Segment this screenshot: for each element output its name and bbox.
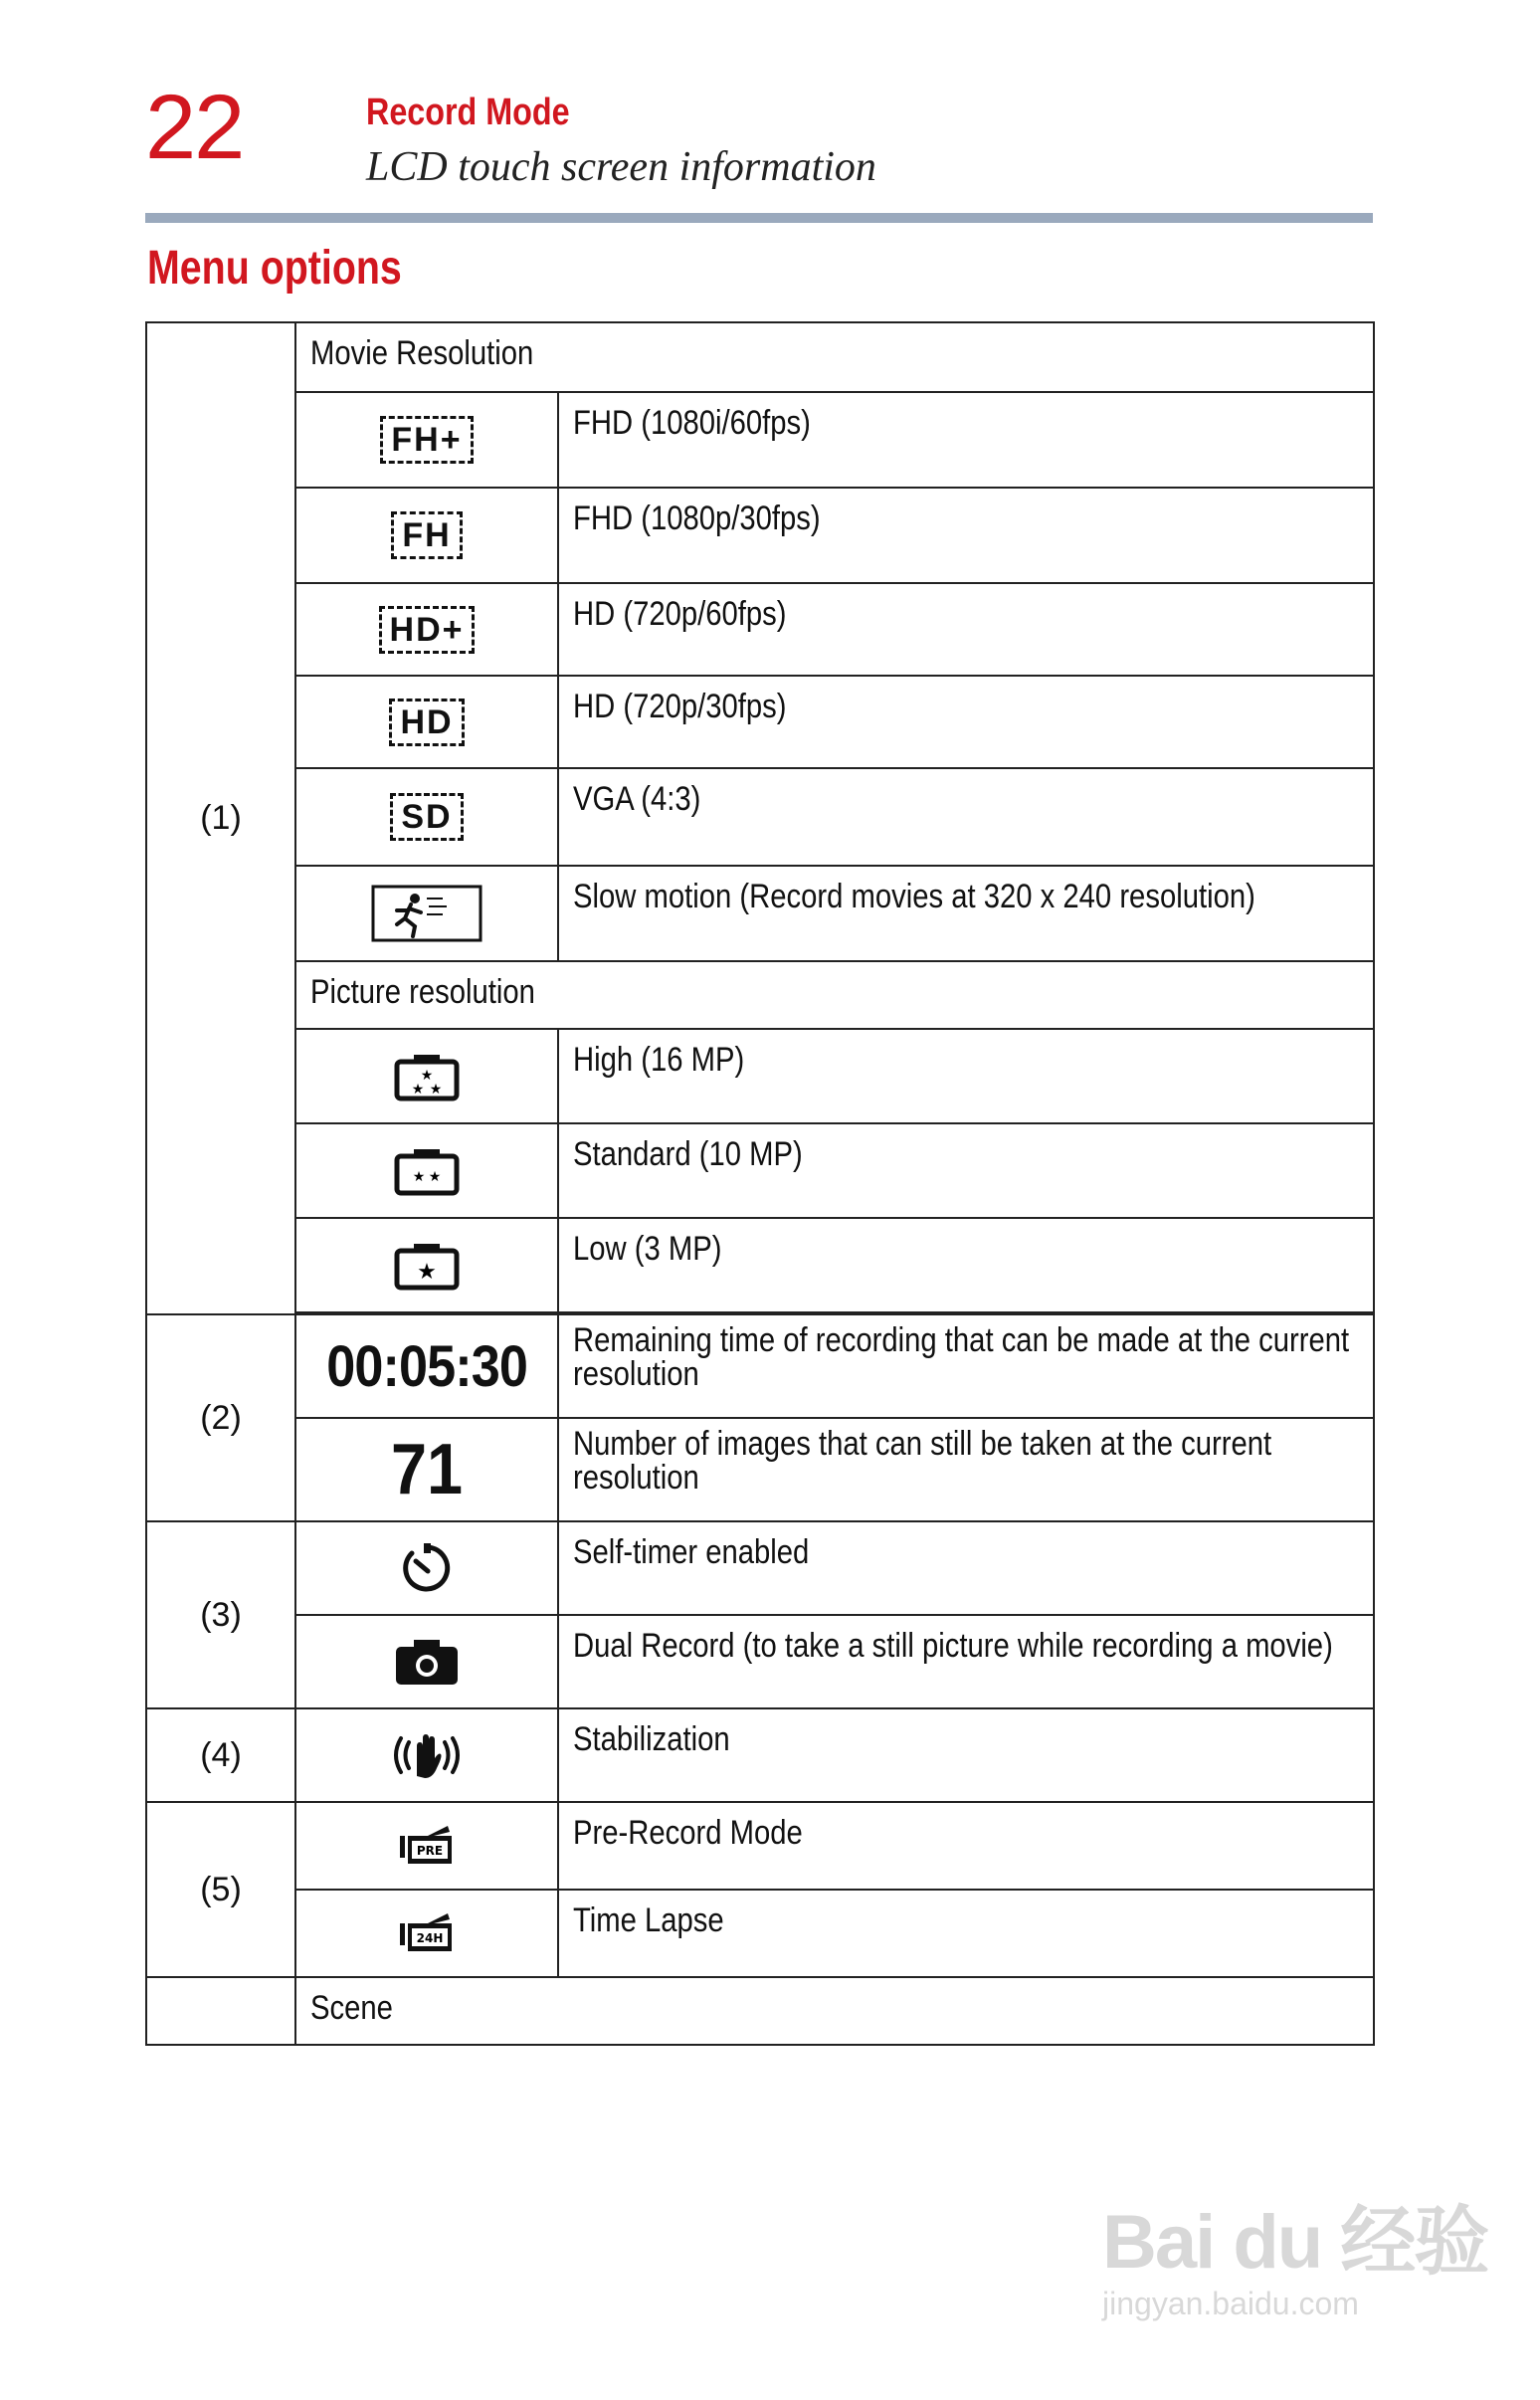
group-label: (1) <box>146 322 295 1314</box>
subsection-title: LCD touch screen information <box>366 144 876 190</box>
movie-resolution-header: Movie Resolution <box>295 322 1374 392</box>
row-desc: HD (720p/60fps) <box>573 595 787 633</box>
row-desc: Remaining time of recording that can be made at the current resolution <box>573 1321 1350 1393</box>
row-desc: Self-timer enabled <box>573 1533 810 1571</box>
svg-text:PRE: PRE <box>416 1844 444 1858</box>
table-row <box>146 1418 1374 1521</box>
table-row <box>146 768 1374 866</box>
camera-three-stars-icon <box>394 1055 460 1098</box>
table-row <box>146 1708 1374 1802</box>
group-label: (2) <box>146 1314 295 1521</box>
row-desc: FHD (1080i/60fps) <box>573 404 811 442</box>
fh-icon: FH <box>391 511 462 559</box>
page-number: 22 <box>145 77 244 178</box>
svg-text:★: ★ <box>412 1168 426 1185</box>
table-row <box>146 1521 1374 1615</box>
table-row <box>146 676 1374 768</box>
table-row <box>146 1123 1374 1218</box>
table-row <box>146 1615 1374 1708</box>
table-row <box>146 1890 1374 1977</box>
watermark-url: jingyan.baidu.com <box>1102 2286 1359 2321</box>
pre-record-icon <box>398 1825 456 1863</box>
self-timer-icon <box>400 1547 454 1585</box>
fh-plus-icon: FH+ <box>380 416 473 464</box>
svg-text:★: ★ <box>420 1067 434 1084</box>
menu-heading: Menu options <box>147 242 402 295</box>
camera-one-star-icon <box>394 1244 460 1285</box>
section-title: Record Mode <box>366 92 570 133</box>
row-desc: Stabilization <box>573 1720 730 1758</box>
table-row <box>146 488 1374 583</box>
row-desc: FHD (1080p/30fps) <box>573 500 821 537</box>
svg-text:★: ★ <box>417 1259 437 1285</box>
svg-text:★: ★ <box>429 1081 443 1098</box>
header-rule <box>145 213 1373 223</box>
remaining-time-counter: 00:05:30 <box>326 1333 527 1399</box>
svg-text:★: ★ <box>428 1168 442 1185</box>
scene-header: Scene <box>295 1977 1374 2045</box>
row-desc: Pre-Record Mode <box>573 1814 803 1852</box>
watermark-logo: Bai du 经验 <box>1102 2200 1488 2285</box>
row-desc: Number of images that can still be taken at the current resolution <box>573 1425 1272 1497</box>
table-row <box>146 866 1374 961</box>
table-row <box>146 322 1374 392</box>
menu-options-table <box>145 321 1375 2046</box>
picture-resolution-header: Picture resolution <box>295 961 1374 1029</box>
slow-motion-runner-icon <box>371 893 482 930</box>
group-label: (3) <box>146 1521 295 1708</box>
row-desc: HD (720p/30fps) <box>573 688 787 725</box>
row-desc: Dual Record (to take a still picture while recording a movie) <box>573 1627 1333 1665</box>
sd-icon: SD <box>390 793 463 841</box>
table-row <box>146 1029 1374 1123</box>
group-label: (5) <box>146 1802 295 1977</box>
row-desc: High (16 MP) <box>573 1041 745 1079</box>
time-lapse-icon <box>398 1912 456 1950</box>
table-row <box>146 583 1374 676</box>
group-label: (4) <box>146 1708 295 1802</box>
table-row <box>146 1802 1374 1890</box>
row-desc: Time Lapse <box>573 1901 724 1939</box>
table-row <box>146 1977 1374 2045</box>
table-row <box>146 1218 1374 1312</box>
row-desc: Standard (10 MP) <box>573 1135 803 1173</box>
row-desc: Slow motion (Record movies at 320 x 240 resolution) <box>573 878 1255 915</box>
remaining-images-count: 71 <box>390 1430 464 1509</box>
camera-two-stars-icon <box>394 1149 460 1187</box>
hd-plus-icon: HD+ <box>379 606 476 654</box>
table-row <box>146 1314 1374 1418</box>
camera-icon <box>394 1641 460 1679</box>
table-row <box>146 961 1374 1029</box>
svg-text:24H: 24H <box>416 1931 444 1945</box>
table-row <box>146 392 1374 488</box>
svg-text:★: ★ <box>411 1081 425 1098</box>
row-desc: VGA (4:3) <box>573 780 701 818</box>
watermark <box>1102 2181 1487 2322</box>
stabilization-hand-icon <box>389 1734 465 1772</box>
row-desc: Low (3 MP) <box>573 1230 722 1268</box>
hd-icon: HD <box>389 699 464 746</box>
